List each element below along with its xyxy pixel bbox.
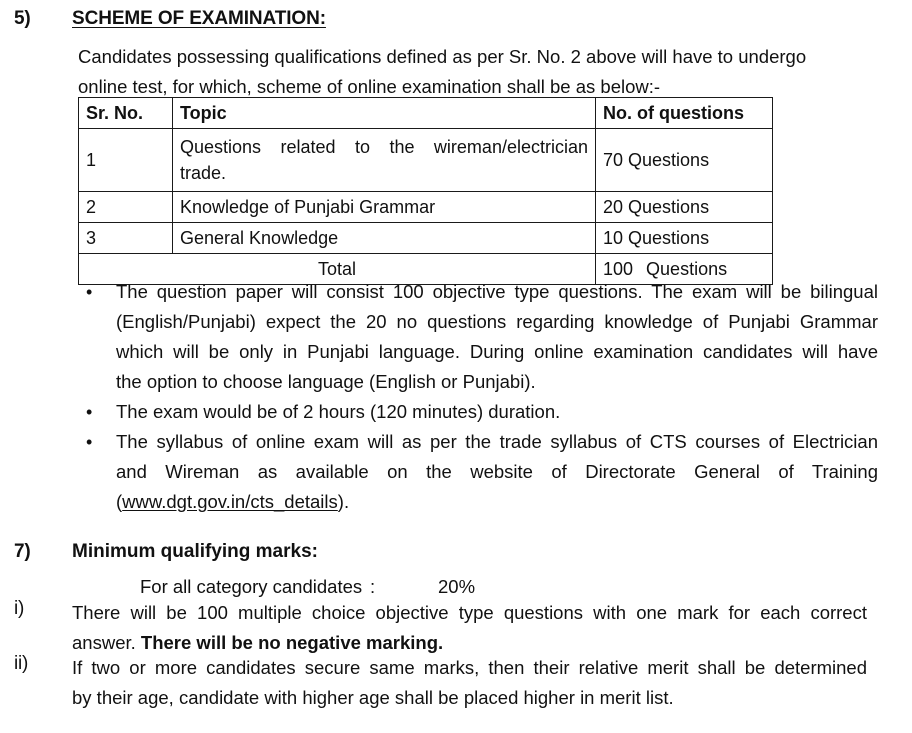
section-7-heading-row [14,541,894,563]
bullet-2-line-1: The exam would be of 2 hours (120 minutes) duration. [116,401,561,422]
bullet-1-line-2: (English/Punjabi) expect the 20 no questions regarding knowledge of Punjabi Grammar [116,311,878,332]
sub-item-i-line-2-normal: answer. [72,632,141,653]
table-row [79,223,773,254]
sub-item-ii-marker: ii) [14,653,29,674]
section-5-heading-row [14,8,894,30]
table-header-no-of-questions: No. of questions [596,98,773,129]
bullet-1-line-1: The question paper will consist 100 objective type questions. The exam will be bilingual [116,281,878,302]
sub-item-i-line-1: There will be 100 multiple choice objective type questions with one mark for each correct [72,602,867,623]
sub-item-i-marker: i) [14,598,25,619]
scheme-intro-paragraph [78,42,878,102]
sub-item-ii-row [14,653,894,713]
sub-item-i-text [72,598,867,658]
list-item [78,397,878,427]
bullet-1-line-4: the option to choose language (English or Punjabi). [116,371,536,392]
table-cell-questions: 70 Questions [596,129,773,192]
table-row [79,129,773,192]
no-negative-marking-emphasis: There will be no negative marking. [140,632,444,653]
sub-item-ii-line-1: If two or more candidates secure same marks, then their relative merit shall be determined [72,657,867,678]
table-header-topic: Topic [173,98,596,129]
sub-item-i-row [14,598,894,658]
qualifying-percentage: 20% [438,576,476,597]
table-row [79,192,773,223]
bullet-dot-icon: • [86,432,93,452]
sub-item-ii-text [72,653,867,713]
bullet-3-line-2: and Wireman as available on the website of Directorate General of Training [116,461,878,482]
table-cell-sr-no: 2 [79,192,173,223]
bullet-3-line-1: The syllabus of online exam will as per the trade syllabus of CTS courses of Electrician [116,431,878,452]
table-total-label: Total [79,254,596,285]
exam-notes-bullet-list [78,277,878,517]
table-cell-sr-no: 1 [79,129,173,192]
url-open-paren: ( [116,491,123,512]
section-5-title: SCHEME OF EXAMINATION: [72,8,326,29]
list-item [78,427,878,517]
scheme-intro-line-1: Candidates possessing qualifications defined as per Sr. No. 2 above will have to undergo [78,46,807,67]
table-cell-sr-no: 3 [79,223,173,254]
bullet-1-line-3: which will be only in Punjabi language. During online examination candidates will have [116,341,878,362]
list-item [78,277,878,397]
url-close-paren: ). [337,491,350,512]
sub-item-ii-line-2: by their age, candidate with higher age shall be placed higher in merit list. [72,687,674,708]
qualifying-colon: : [370,576,376,597]
table-header-sr-no: Sr. No. [79,98,173,129]
table-total-unit: Questions [646,259,728,279]
bullet-dot-icon: • [86,282,93,302]
qualifying-category-label: For all category candidates [140,576,363,597]
table-header-row [79,98,773,129]
table-cell-topic-line-2: trade. [180,163,227,183]
table-cell-topic: Knowledge of Punjabi Grammar [173,192,596,223]
table-total-count: 100 [603,259,634,279]
table-cell-topic: General Knowledge [173,223,596,254]
section-7-title: Minimum qualifying marks: [72,541,318,562]
bullet-dot-icon: • [86,402,93,422]
scheme-of-examination-table [78,97,773,285]
table-cell-questions: 10 Questions [596,223,773,254]
table-cell-topic [173,129,596,192]
section-5-marker: 5) [14,8,31,29]
table-cell-questions: 20 Questions [596,192,773,223]
scheme-intro-line-2: online test, for which, scheme of online examination shall be as below:- [78,76,661,97]
table-cell-topic-line-1: Questions related to the wireman/electrician [180,137,588,157]
bullet-3-line-3 [116,487,878,517]
dgt-website-link[interactable]: www.dgt.gov.in/cts_details [122,491,338,512]
section-7-marker: 7) [14,541,31,562]
